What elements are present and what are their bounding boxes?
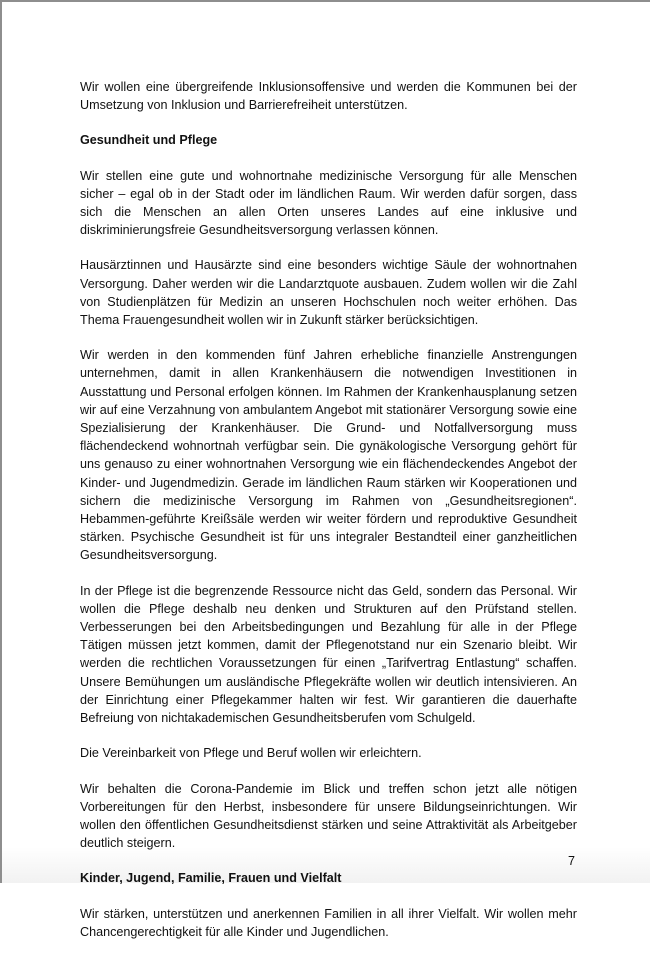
paragraph-hospitals: Wir werden in den kommenden fünf Jahren erhebliche finanzielle Anstrengungen unternehmen, damit in allen Krankenhäusern die notwendigen Investitionen in Ausstattung und Personal erfolgen können. Im Rahmen der Krankenhausplanung setzen wir auf eine Verzahnung von ambulantem Angebot mit stationärer Versorgung sowie eine Spezialisierung der Krankenhäuser. Die Grund- und Notfallversorgung muss flächendeckend wohnortnah verfügbar sein. Die gynäkologische Versorgung gehört für uns genauso zu einer wohnortnahen Versorgung wie ein flächendeckendes Angebot der Kinder- und Jugendmedizin. Gerade im ländlichen Raum stärken wir Kooperationen und sichern die medizinische Versorgung im Rahmen von „Gesundheitsregionen“. Hebammen-geführte Kreißsäle werden wir weiter fördern und reproduktive Gesundheit stärken. Psychische Gesundheit ist für uns integraler Bestandteil einer ganzheitlichen Gesundheitsversorgung. — [80, 348, 577, 563]
page-content — [80, 78, 577, 958]
paragraph-families: Wir stärken, unterstützen und anerkennen Familien in all ihrer Vielfalt. Wir wollen mehr Chancengerechtigkeit für alle Kinder und Jugendlichen. — [80, 906, 577, 939]
paragraph-medical-care: Wir stellen eine gute und wohnortnahe medizinische Versorgung für alle Menschen sicher – egal ob in der Stadt oder im ländlichen Raum. Wir werden dafür sorgen, dass sich die Menschen an allen Orten unseres Landes auf eine inklusive und diskriminierungsfreie Gesundheitsversorgung verlassen können. — [80, 168, 577, 238]
page-number: 7 — [568, 854, 576, 868]
paragraph-corona: Wir behalten die Corona-Pandemie im Blick und treffen schon jetzt alle nötigen Vorbereitungen für den Herbst, insbesondere für unsere Bildungseinrichtungen. Wir wollen den öffentlichen Gesundheitsdienst stärken und seine Attraktivität als Arbeitgeber deutlich steigern. — [80, 781, 577, 851]
heading-children-family: Kinder, Jugend, Familie, Frauen und Vielfalt — [80, 871, 342, 886]
paragraph-care-work-balance: Die Vereinbarkeit von Pflege und Beruf wollen wir erleichtern. — [80, 746, 422, 761]
heading-health-care: Gesundheit und Pflege — [80, 133, 218, 148]
paragraph-general-practitioners: Hausärztinnen und Hausärzte sind eine besonders wichtige Säule der wohnortnahen Versorgung. Daher werden wir die Landarztquote ausbauen. Zudem wollen wir die Zahl von Studienplätzen für Medizin an unseren Hochschulen noch weiter erhöhen. Das Thema Frauengesundheit wollen wir in Zukunft stärker berücksichtigen. — [80, 258, 577, 328]
paragraph-inclusion: Wir wollen eine übergreifende Inklusionsoffensive und werden die Kommunen bei der Umsetzung von Inklusion und Barrierefreiheit unterstützen. — [80, 80, 577, 113]
paragraph-nursing: In der Pflege ist die begrenzende Ressource nicht das Geld, sondern das Personal. Wir wollen die Pflege deshalb neu denken und Strukturen auf den Prüfstand stellen. Verbesserungen bei den Arbeitsbedingungen und Bezahlung für alle in der Pflege Tätigen müssen jetzt kommen, damit der Pflegenotstand nur ein Szenario bleibt. Wir werden die rechtlichen Voraussetzungen für einen „Tarifvertrag Entlastung“ schaffen. Unsere Bemühungen um ausländische Pflegekräfte wollen wir deutlich intensivieren. An der Einrichtung einer Pflegekammer halten wir fest. Wir garantieren die dauerhafte Befreiung von nichtakademischen Gesundheitsberufen vom Schulgeld. — [80, 583, 577, 726]
